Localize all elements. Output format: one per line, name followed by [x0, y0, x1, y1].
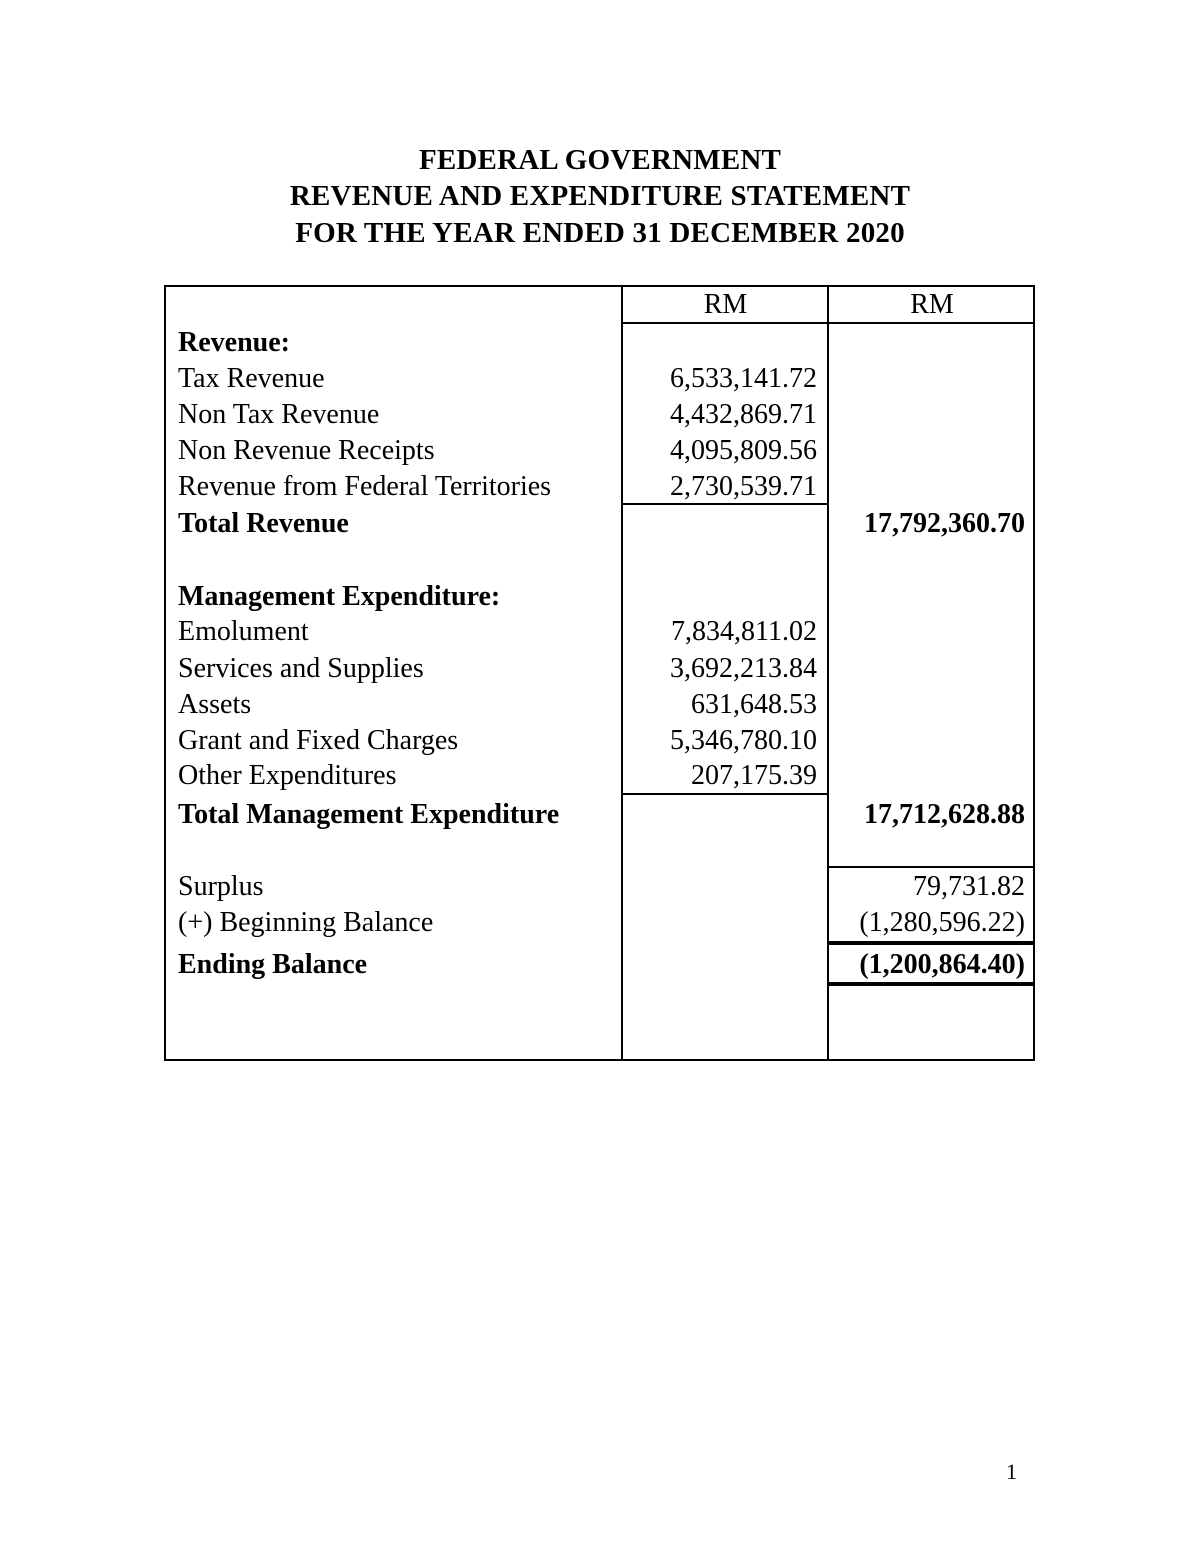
surplus-amount: 79,731.82 [913, 871, 1025, 902]
revenue-item-amount: 4,432,869.71 [670, 399, 817, 430]
expenditure-item-label: Services and Supplies [178, 653, 424, 684]
revenue-item-amount: 2,730,539.71 [670, 471, 817, 502]
total-revenue-label: Total Revenue [178, 508, 349, 539]
revenue-item-label: Non Revenue Receipts [178, 435, 435, 466]
beginning-balance-label: (+) Beginning Balance [178, 907, 434, 938]
column-header-rm-2: RM [910, 289, 954, 320]
revenue-item-label: Non Tax Revenue [178, 399, 380, 430]
statement-title-line-2: REVENUE AND EXPENDITURE STATEMENT [289, 180, 911, 212]
expenditure-item-amount: 631,648.53 [691, 689, 817, 720]
expenditure-item-amount: 7,834,811.02 [671, 616, 817, 647]
revenue-item-amount: 4,095,809.56 [670, 435, 817, 466]
statement-title-line-1: FEDERAL GOVERNMENT [418, 144, 782, 176]
expenditure-item-label: Emolument [178, 616, 309, 647]
expenditure-item-label: Other Expenditures [178, 760, 397, 791]
ending-balance-amount: (1,200,864.40) [859, 949, 1025, 980]
total-expenditure-label: Total Management Expenditure [178, 799, 560, 830]
expenditure-item-label: Grant and Fixed Charges [178, 725, 459, 756]
expenditure-item-amount: 207,175.39 [691, 760, 817, 791]
revenue-item-label: Revenue from Federal Territories [178, 471, 552, 502]
ending-balance-label: Ending Balance [178, 949, 368, 980]
surplus-label: Surplus [178, 871, 264, 902]
ending-balance-top-rule [829, 941, 1033, 945]
surplus-rule [829, 866, 1033, 868]
statement-table [164, 285, 1035, 1061]
revenue-heading: Revenue: [178, 327, 290, 358]
column-header-rm-1: RM [703, 289, 748, 320]
page-number: 1 [1006, 1459, 1017, 1484]
expenditure-item-amount: 3,692,213.84 [670, 653, 817, 684]
expenditure-item-amount: 5,346,780.10 [670, 725, 817, 756]
statement-title-line-3: FOR THE YEAR ENDED 31 DECEMBER 2020 [295, 217, 905, 249]
expenditure-item-label: Assets [178, 689, 252, 720]
expenditure-heading: Management Expenditure: [178, 581, 501, 612]
revenue-item-amount: 6,533,141.72 [670, 363, 817, 394]
revenue-item-label: Tax Revenue [178, 363, 325, 394]
total-revenue-amount: 17,792,360.70 [864, 508, 1025, 539]
beginning-balance-amount: (1,280,596.22) [859, 907, 1025, 938]
total-expenditure-amount: 17,712,628.88 [864, 799, 1025, 830]
